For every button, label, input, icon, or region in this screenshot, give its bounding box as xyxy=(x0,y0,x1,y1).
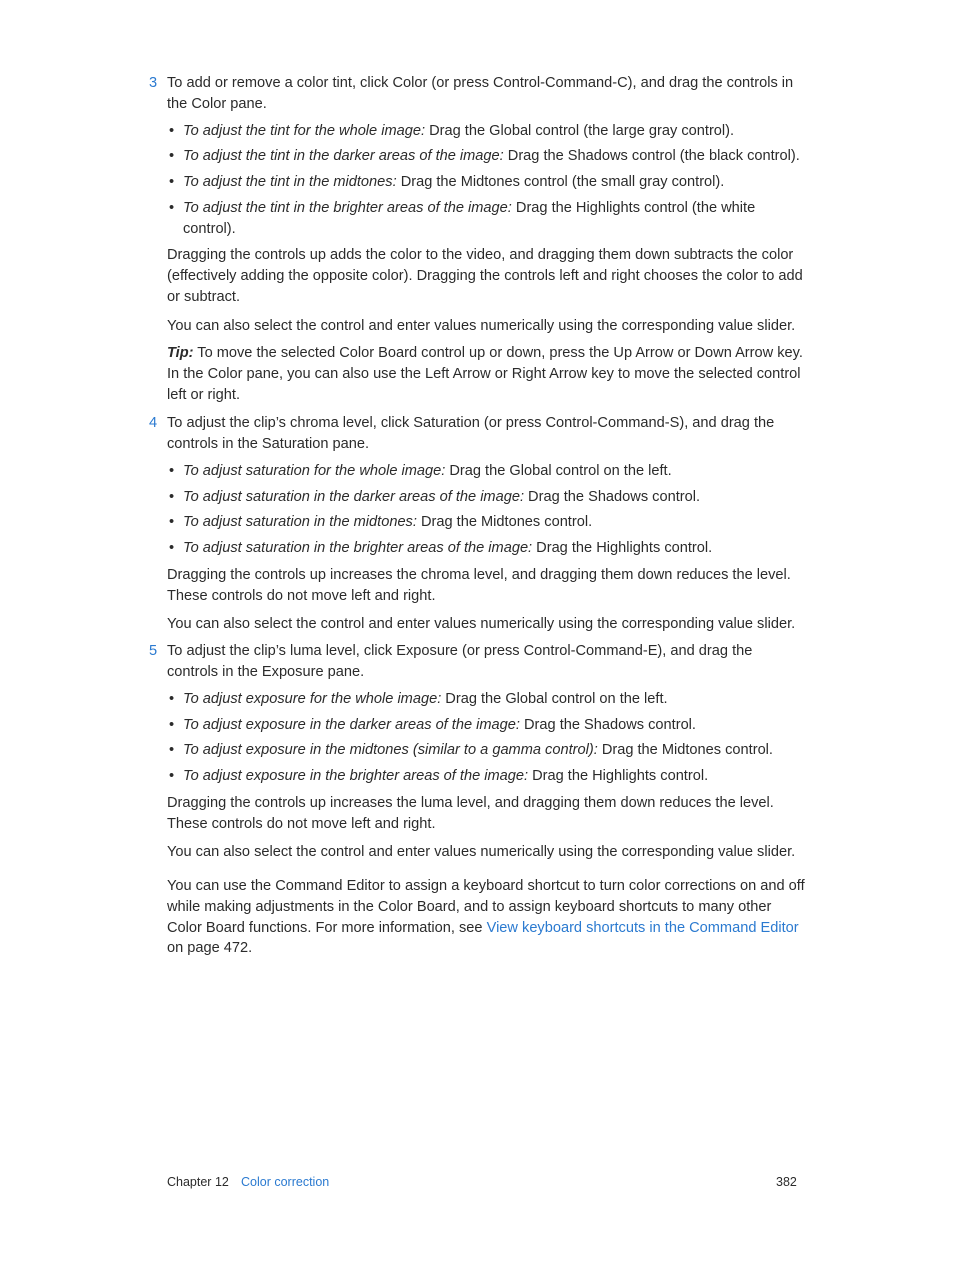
bullet-glyph: • xyxy=(169,489,175,505)
bullet-glyph: • xyxy=(169,768,175,784)
paragraph: Dragging the controls up increases the chroma level, and dragging them down reduces the level. These controls do not move left and right. xyxy=(167,567,791,604)
closing-paragraph xyxy=(167,876,807,959)
step-text: To adjust the clip’s chroma level, click Saturation (or press Control-Command-S), and drag the controls in the Saturation pane. xyxy=(167,415,775,452)
bullet-lead: To adjust saturation in the brighter areas of the image: xyxy=(183,540,533,556)
bullet-text: Drag the Global control on the left. xyxy=(441,691,668,707)
bullet-text: Drag the Shadows control. xyxy=(519,717,696,733)
closing-text-end: on page 472. xyxy=(167,940,253,957)
bullet-glyph: • xyxy=(169,200,175,216)
step-text: To adjust the clip’s luma level, click Exposure (or press Control-Command-E), and drag the controls in the Exposure pane. xyxy=(167,643,753,680)
closing-text: You can use the Command Editor to assign a keyboard shortcut to turn color corrections on and off while making adjustments in the Color Board, and to assign keyboard shortcuts to many other Color Board functions. For more information, see xyxy=(167,878,805,936)
bullet-glyph: • xyxy=(169,691,175,707)
bullet-glyph: • xyxy=(169,742,175,758)
bullet-text: Drag the Midtones control (the small gray control). xyxy=(396,174,725,190)
paragraph: You can also select the control and enter values numerically using the corresponding value slider. xyxy=(167,318,796,334)
bullet-text: Drag the Shadows control. xyxy=(524,489,701,505)
bullet-text: Drag the Highlights control. xyxy=(532,540,713,556)
step-number: 4 xyxy=(149,415,158,431)
tip-text: To move the selected Color Board control up or down, press the Up Arrow or Down Arrow key. In the Color pane, you can also use the Left Arrow or Right Arrow key to move the selected control left or right. xyxy=(167,345,803,403)
bullet-text: Drag the Highlights control. xyxy=(528,768,709,784)
paragraph: You can also select the control and enter values numerically using the corresponding value slider. xyxy=(167,616,796,632)
step-number: 3 xyxy=(149,75,158,91)
bullet-lead: To adjust exposure in the midtones (similar to a gamma control): xyxy=(183,742,598,758)
bullet-text: Drag the Midtones control. xyxy=(597,742,773,758)
paragraph: You can also select the control and enter values numerically using the corresponding value slider. xyxy=(167,844,796,860)
command-editor-link[interactable]: View keyboard shortcuts in the Command Editor xyxy=(486,919,799,936)
bullet-lead: To adjust the tint in the darker areas of the image: xyxy=(183,148,504,164)
bullet-text: Drag the Shadows control (the black control). xyxy=(503,148,800,164)
paragraph: Dragging the controls up increases the luma level, and dragging them down reduces the level. These controls do not move left and right. xyxy=(167,795,774,832)
page-number: 382 xyxy=(776,1175,797,1189)
bullet-text: Drag the Global control (the large gray control). xyxy=(425,123,735,139)
bullet-lead: To adjust saturation in the darker areas of the image: xyxy=(183,489,524,505)
step-number: 5 xyxy=(149,643,158,659)
bullet-lead: To adjust exposure in the brighter areas of the image: xyxy=(183,768,529,784)
tip-label: Tip: xyxy=(167,345,194,361)
bullet-lead: To adjust the tint in the midtones: xyxy=(183,174,397,190)
bullet-lead: To adjust saturation for the whole image: xyxy=(183,463,446,479)
bullet-glyph: • xyxy=(169,717,175,733)
tip-paragraph xyxy=(167,343,807,405)
bullet-lead: To adjust exposure in the darker areas of the image: xyxy=(183,717,520,733)
bullet-glyph: • xyxy=(169,514,175,530)
bullet-text: Drag the Midtones control. xyxy=(416,514,593,530)
bullet-glyph: • xyxy=(169,540,175,556)
chapter-title-link[interactable]: Color correction xyxy=(241,1175,330,1189)
bullet-glyph: • xyxy=(169,463,175,479)
bullet-glyph: • xyxy=(169,148,175,164)
bullet-text: Drag the Global control on the left. xyxy=(445,463,672,479)
bullet-lead: To adjust exposure for the whole image: xyxy=(183,691,442,707)
bullet-lead: To adjust saturation in the midtones: xyxy=(183,514,417,530)
bullet-lead: To adjust the tint in the brighter areas of the image: xyxy=(183,200,512,216)
bullet-lead: To adjust the tint for the whole image: xyxy=(183,123,426,139)
step-text: To add or remove a color tint, click Color (or press Control-Command-C), and drag the controls in the Color pane. xyxy=(167,75,794,112)
chapter-label: Chapter 12 xyxy=(167,1175,229,1189)
bullet-text: Drag the Highlights control (the white control). xyxy=(183,200,756,237)
paragraph: Dragging the controls up adds the color to the video, and dragging them down subtracts the color (effectively adding the opposite color). Dragging the controls left and right chooses the color to add or subtract. xyxy=(167,247,803,305)
bullet-glyph: • xyxy=(169,123,175,139)
bullet-glyph: • xyxy=(169,174,175,190)
